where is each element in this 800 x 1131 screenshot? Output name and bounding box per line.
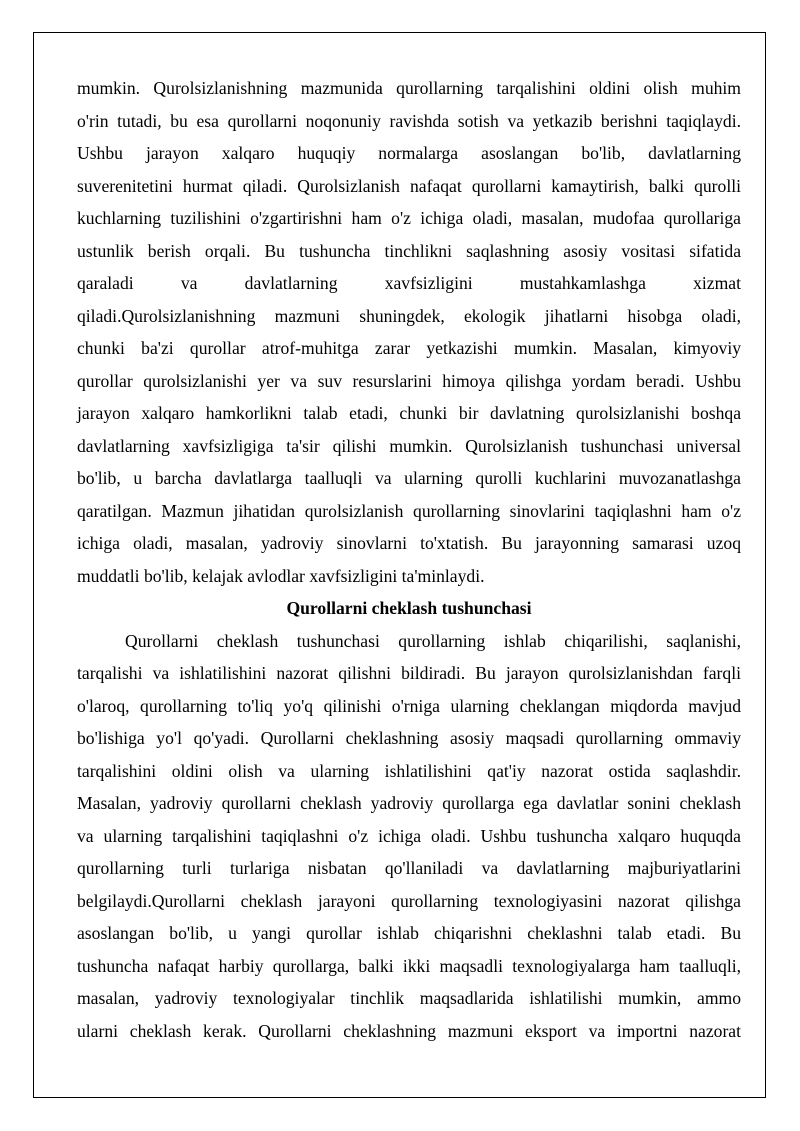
text-line: belgilaydi.Qurollarni cheklash jarayoni qurollarning texnologiyasini nazorat qilishga bbox=[77, 890, 741, 911]
text-line: tarqalishini oldini olish va ularning ishlatilishini qat'iy nazorat ostida saqlashdir. bbox=[77, 760, 741, 781]
text-line: bo'lib, u barcha davlatlarga taalluqli va ularning qurolli kuchlarini muvozanatlashga bbox=[77, 468, 741, 488]
text-line: muddatli bo'lib, kelajak avlodlar xavfsizligini ta'minlaydi. bbox=[77, 565, 485, 586]
text-line: ichiga oladi, masalan, yadroviy sinovlarni to'xtatish. Bu jarayonning samarasi uzoq bbox=[77, 533, 741, 553]
text-line: qurollarning turli turlariga nisbatan qo'llaniladi va davlatlarning majburiyatlarini bbox=[77, 858, 741, 878]
text-line: qurollar qurolsizlanishi yer va suv resurslarini himoya qilishga yordam beradi. Ushbu bbox=[77, 370, 741, 391]
text-line: masalan, yadroviy texnologiyalar tinchlik maqsadlarida ishlatilishi mumkin, ammo bbox=[77, 988, 741, 1008]
text-line: chunki ba'zi qurollar atrof-muhitga zarar yetkazishi mumkin. Masalan, kimyoviy bbox=[77, 338, 741, 358]
text-line: jarayon xalqaro hamkorlikni talab etadi, chunki bir davlatning qurolsizlanishi boshqa bbox=[77, 403, 741, 423]
text-line: qaraladi va davlatlarning xavfsizligini mustahkamlashga xizmat bbox=[77, 273, 741, 293]
text-line: o'rin tutadi, bu esa qurollarni noqonuniy ravishda sotish va yetkazib berishni taqiqlaydi. bbox=[77, 110, 741, 131]
text-line: asoslangan bo'lib, u yangi qurollar ishlab chiqarishni cheklashni talab etadi. Bu bbox=[77, 923, 741, 943]
paragraph-qurollarni-cheklash bbox=[77, 625, 741, 1048]
text-line: Qurollarni cheklash tushunchasi qurollarning ishlab chiqarilishi, saqlanishi, bbox=[125, 630, 741, 651]
text-line: suverenitetini hurmat qiladi. Qurolsizlanish nafaqat qurollarni kamaytirish, balki qurolli bbox=[77, 175, 741, 196]
text-line: bo'lishiga yo'l qo'yadi. Qurollarni cheklashning asosiy maqsadi qurollarning ommaviy bbox=[77, 728, 741, 748]
text-line: qiladi.Qurolsizlanishning mazmuni shuningdek, ekologik jihatlarni hisobga oladi, bbox=[77, 305, 741, 326]
text-line: tushuncha nafaqat harbiy qurollarga, balki ikki maqsadli texnologiyalarga ham taalluqli, bbox=[77, 955, 741, 976]
text-line: mumkin. Qurolsizlanishning mazmunida qurollarning tarqalishini oldini olish muhim bbox=[77, 78, 741, 98]
text-line: Ushbu jarayon xalqaro huquqiy normalarga asoslangan bo'lib, davlatlarning bbox=[77, 143, 741, 163]
text-line: ularni cheklash kerak. Qurollarni cheklashning mazmuni eksport va importni nazorat bbox=[77, 1020, 741, 1041]
document-body bbox=[77, 72, 741, 1047]
paragraph-qurolsizlanish bbox=[77, 72, 741, 592]
text-line: kuchlarning tuzilishini o'zgartirishni ham o'z ichiga oladi, masalan, mudofaa qurollariga bbox=[77, 208, 741, 228]
text-line: ustunlik berish orqali. Bu tushuncha tinchlikni saqlashning asosiy vositasi sifatida bbox=[77, 240, 741, 261]
text-line: tarqalishi va ishlatilishini nazorat qilishni bildiradi. Bu jarayon qurolsizlanishdan farqli bbox=[77, 663, 741, 683]
text-line: qaratilgan. Mazmun jihatidan qurolsizlanish qurollarning sinovlarini taqiqlashni ham o'z bbox=[77, 500, 741, 521]
section-heading: Qurollarni cheklash tushunchasi bbox=[286, 598, 532, 618]
text-line: o'laroq, qurollarning to'liq yo'q qilinishi o'rniga ularning cheklangan miqdorda mavjud bbox=[77, 695, 741, 716]
text-line: davlatlarning xavfsizligiga ta'sir qilishi mumkin. Qurolsizlanish tushunchasi universal bbox=[77, 435, 741, 456]
text-line: Masalan, yadroviy qurollarni cheklash yadroviy qurollarga ega davlatlar sonini cheklash bbox=[77, 793, 741, 813]
text-line: va ularning tarqalishini taqiqlashni o'z ichiga oladi. Ushbu tushuncha xalqaro huquqda bbox=[77, 825, 741, 846]
